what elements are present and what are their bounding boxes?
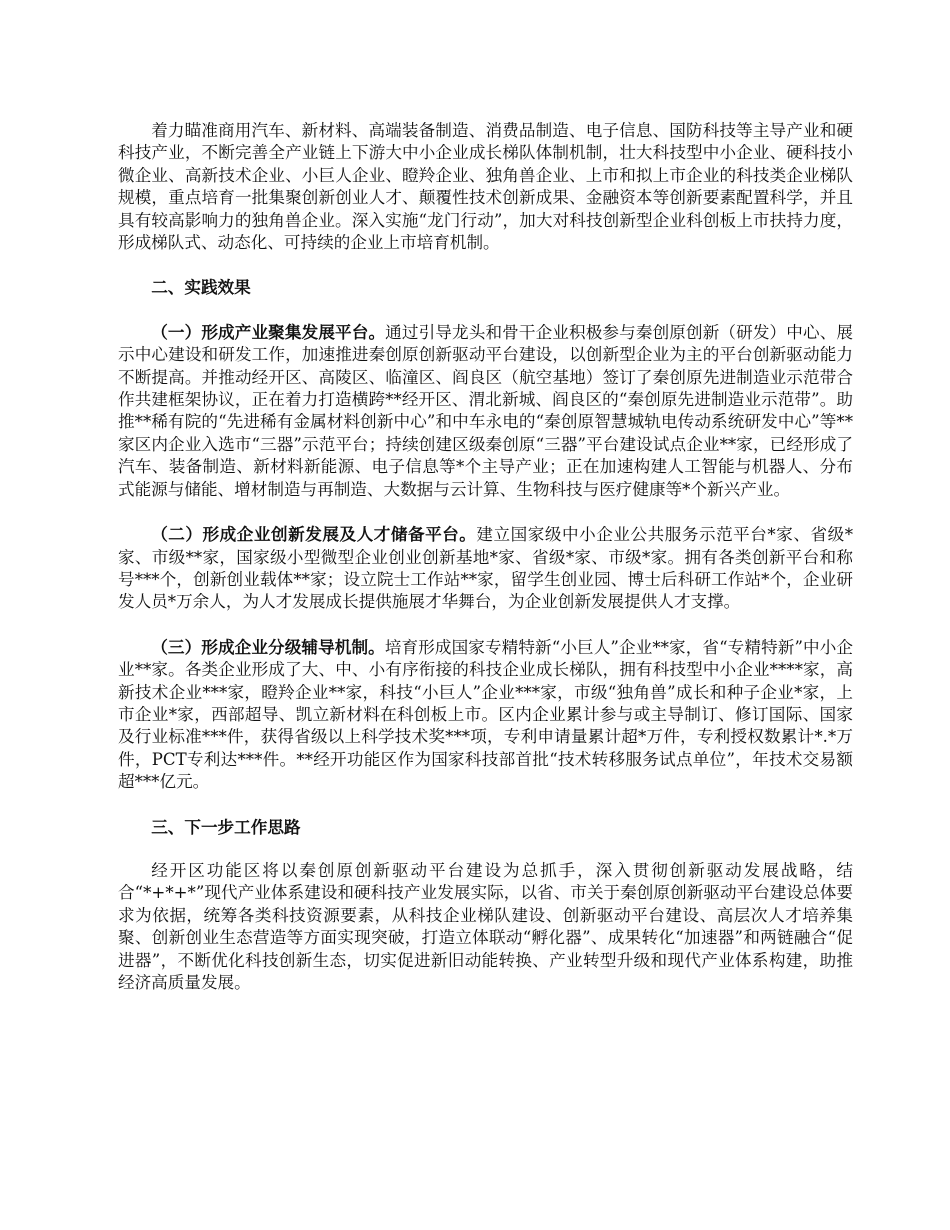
paragraph-tiered-guidance — [118, 636, 853, 794]
paragraph-lead: （二）形成企业创新发展及人才储备平台。 — [151, 524, 477, 545]
section-heading-practice-results: 二、实践效果 — [151, 277, 251, 298]
paragraph-body: 建立国家级中小企业公共服务示范平台*家、省级*家、市级**家，国家级小型微型企业创业创新基地*家、省级*家、市级*家。拥有各类创新平台和称号***个，创新创业载体**家；设立院士工作站**家，留学生创业园、博士后科研工作站*个，企业研发人员*万余人，为人才发展成长提供施展才华舞台，为企业创新发展提供人才支撑。 — [118, 525, 854, 612]
document-page — [118, 120, 853, 994]
paragraph-body: 通过引导龙头和骨干企业积极参与秦创原创新（研发）中心、展示中心建设和研发工作，加速推进秦创原创新驱动平台建设，以创新型企业为主的平台创新驱动能力不断提高。并推动经开区、高陵区、临潼区、阎良区（航空基地）签订了秦创原先进制造业示范带合作共建框架协议，正在着力打造横跨**经开区、渭北新城、阎良区的“秦创原先进制造业示范带”。助推**稀有院的“先进稀有金属材料创新中心”和中车永电的“秦创原智慧城轨电传动系统研发中心”等**家区内企业入选市“三器”示范平台；持续创建区级秦创原“三器”平台建设试点企业**家，已经形成了汽车、装备制造、新材料新能源、电子信息等*个主导产业；正在加速构建人工智能与机器人、分布式能源与储能、增材制造与再制造、大数据与云计算、生物科技与医疗健康等*个新兴产业。 — [118, 322, 854, 499]
section-heading-next-steps: 三、下一步工作思路 — [151, 816, 301, 837]
paragraph-industry-platform — [118, 321, 853, 501]
paragraph-lead: （三）形成企业分级辅导机制。 — [151, 636, 385, 657]
paragraph-next-steps: 经开区功能区将以秦创原创新驱动平台建设为总抓手，深入贯彻创新驱动发展战略，结合“*+*+*”现代产业体系建设和硬科技产业发展实际，以省、市关于秦创原创新驱动平台建设总体要求为依据，统筹各类科技资源要素，从科技企业梯队建设、创新驱动平台建设、高层次人才培养集聚、创新创业生态营造等方面实现突破，打造立体联动“孵化器”、成果转化“加速器”和两链融合“促进器”，不断优化科技创新生态，切实促进新旧动能转换、产业转型升级和现代产业体系构建，助推经济高质量发展。 — [118, 860, 853, 992]
paragraph-body: 培育形成国家专精特新“小巨人”企业**家，省“专精特新”中小企业**家。各类企业形成了大、中、小有序衔接的科技企业成长梯队，拥有科技型中小企业****家，高新技术企业***家，瞪羚企业**家，科技“小巨人”企业***家，市级“独角兽”成长和种子企业*家，上市企业*家，西部超导、凯立新材料在科创板上市。区内企业累计参与或主导制订、修订国际、国家及行业标准***件，获得省级以上科学技术奖***项，专利申请量累计超*万件，专利授权数累计*.*万件，PCT专利达***件。**经开功能区作为国家科技部首批“技术转移服务试点单位”，年技术交易额超***亿元。 — [118, 637, 853, 792]
paragraph-lead: （一）形成产业聚集发展平台。 — [151, 321, 386, 342]
intro-paragraph: 着力瞄准商用汽车、新材料、高端装备制造、消费品制造、电子信息、国防科技等主导产业和硬科技产业，不断完善全产业链上下游大中小企业成长梯队体制机制，壮大科技型中小企业、硬科技小微企业、高新技术企业、小巨人企业、瞪羚企业、独角兽企业、上市和拟上市企业的科技类企业梯队规模，重点培育一批集聚创新创业人才、颠覆性技术创新成果、金融资本等创新要素配置科学，并且具有较高影响力的独角兽企业。深入实施“龙门行动”，加大对科技创新型企业科创板上市扶持力度，形成梯队式、动态化、可持续的企业上市培育机制。 — [118, 121, 853, 253]
paragraph-talent-platform — [118, 523, 853, 614]
